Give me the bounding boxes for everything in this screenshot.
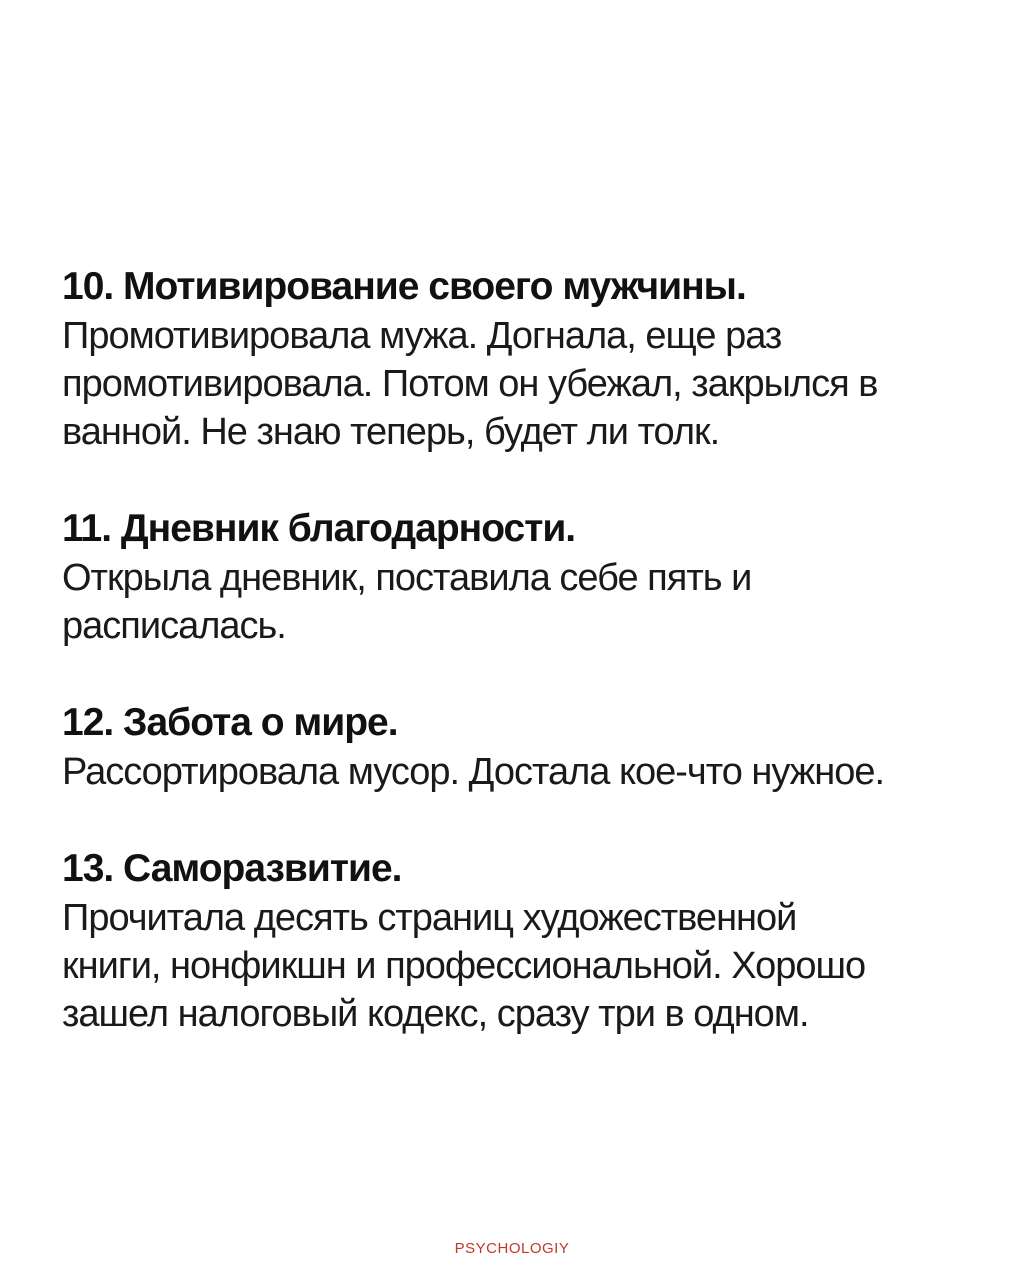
section-10 <box>62 262 982 456</box>
section-13 <box>62 844 982 1038</box>
section-body <box>62 748 982 796</box>
section-11 <box>62 504 982 650</box>
body-line: книги, нонфикшн и профессиональной. Хорошо <box>62 945 866 987</box>
body-line: промотивировала. Потом он убежал, закрылся в <box>62 363 878 405</box>
body-line: Прочитала десять страниц художественной <box>62 897 797 939</box>
section-title: 10. Мотивирование своего мужчины. <box>62 265 746 308</box>
body-line: зашел налоговый кодекс, сразу три в одном. <box>62 993 809 1035</box>
section-title: 11. Дневник благодарности. <box>62 507 576 550</box>
section-title: 12. Забота о мире. <box>62 701 398 744</box>
section-body <box>62 554 982 650</box>
body-line: расписалась. <box>62 605 286 647</box>
section-12 <box>62 698 982 796</box>
body-line: Промотивировала мужа. Догнала, еще раз <box>62 315 782 357</box>
article-content <box>62 262 982 1038</box>
body-line: Открыла дневник, поставила себе пять и <box>62 557 752 599</box>
body-line: ванной. Не знаю теперь, будет ли толк. <box>62 411 720 453</box>
section-body <box>62 312 982 456</box>
section-title: 13. Саморазвитие. <box>62 847 402 890</box>
body-line: Рассортировала мусор. Достала кое-что нужное. <box>62 751 885 793</box>
section-body <box>62 894 982 1038</box>
brand-watermark: PSYCHOLOGIY <box>454 1240 570 1257</box>
